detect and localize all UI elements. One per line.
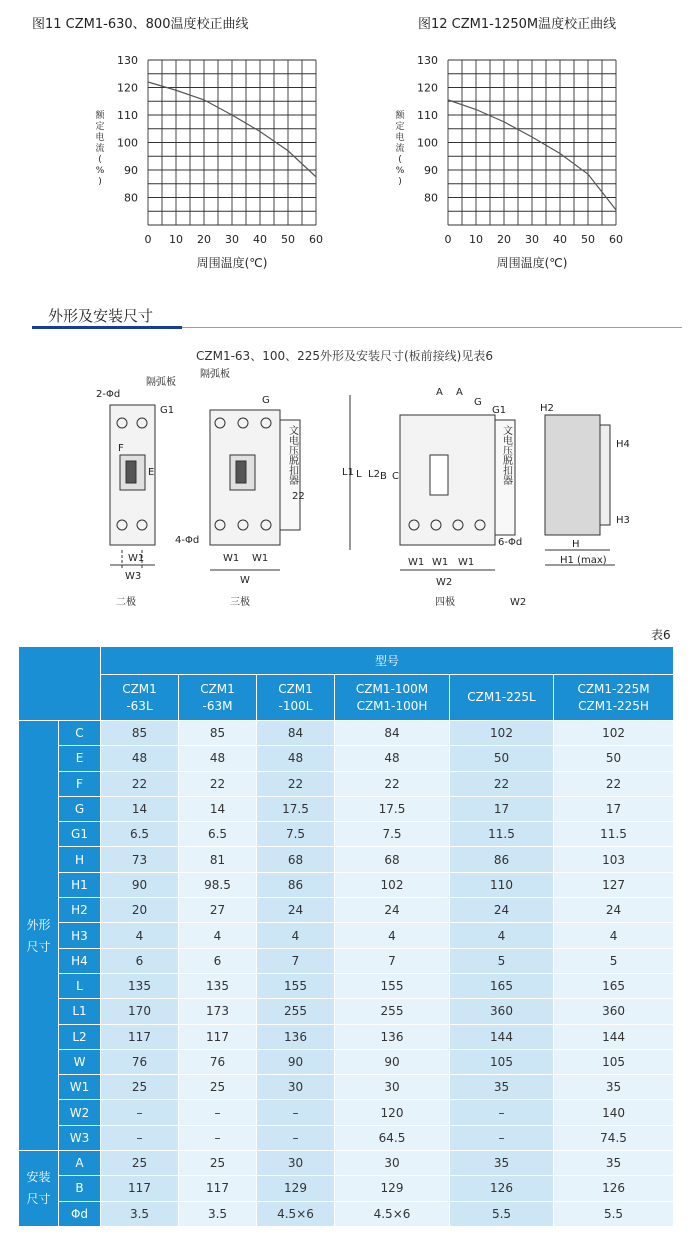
- dim-label: H2: [540, 403, 554, 414]
- section-divider: [182, 327, 682, 328]
- view-label-4p: 四极: [435, 597, 455, 608]
- value-cell: 126: [450, 1176, 554, 1201]
- table-row: [19, 1176, 674, 1201]
- fig11-chart: [80, 48, 350, 278]
- y-tick-label: 90: [124, 164, 138, 177]
- value-cell: 30: [335, 1075, 450, 1100]
- table-row: [19, 1049, 674, 1074]
- x-tick-label: 10: [469, 233, 483, 246]
- y-tick-label: 110: [417, 109, 438, 122]
- row-label: H3: [59, 923, 101, 948]
- dim-label: W1: [458, 557, 475, 568]
- value-cell: 14: [179, 796, 257, 821]
- row-label: W3: [59, 1125, 101, 1150]
- value-cell: 129: [257, 1176, 335, 1201]
- value-cell: 6.5: [179, 822, 257, 847]
- group-label: [19, 721, 59, 1151]
- value-cell: 30: [257, 1075, 335, 1100]
- value-cell: 76: [179, 1049, 257, 1074]
- outline-drawing: [80, 365, 680, 615]
- value-cell: –: [101, 1125, 179, 1150]
- dim-label: A: [456, 387, 463, 398]
- value-cell: 90: [101, 872, 179, 897]
- dim-label: C: [392, 471, 399, 482]
- value-cell: 5.5: [450, 1201, 554, 1226]
- value-cell: 117: [179, 1024, 257, 1049]
- value-cell: 6: [101, 948, 179, 973]
- value-cell: 127: [554, 872, 674, 897]
- value-cell: 35: [450, 1075, 554, 1100]
- value-cell: 105: [554, 1049, 674, 1074]
- dim-label: E: [148, 467, 155, 478]
- table-row: [19, 898, 674, 923]
- value-cell: –: [257, 1100, 335, 1125]
- value-cell: 117: [179, 1176, 257, 1201]
- drawing-title: CZM1-63、100、225外形及安装尺寸(板前接线)见表6: [196, 349, 493, 363]
- table-row: [19, 1125, 674, 1150]
- row-label: H2: [59, 898, 101, 923]
- x-axis-label: 周围温度(℃): [496, 256, 568, 270]
- model-name-line: CZM1-100H: [356, 698, 428, 713]
- row-label: Φd: [59, 1201, 101, 1226]
- spec-table: [18, 646, 674, 1227]
- value-cell: 102: [450, 721, 554, 746]
- table-row: [19, 1151, 674, 1176]
- value-cell: 85: [179, 721, 257, 746]
- value-cell: 48: [335, 746, 450, 771]
- model-name-line: -63M: [202, 698, 233, 713]
- value-cell: 35: [450, 1151, 554, 1176]
- model-name-line: CZM1-100M: [355, 681, 429, 696]
- section-title: 外形及安装尺寸: [48, 307, 154, 325]
- dim-label: 文电压脱扣器: [500, 425, 512, 485]
- dim-label: W3: [125, 571, 142, 582]
- model-name-line: -100L: [278, 698, 313, 713]
- value-cell: 117: [101, 1176, 179, 1201]
- row-label: H4: [59, 948, 101, 973]
- table-row: [19, 1075, 674, 1100]
- x-tick-label: 60: [609, 233, 623, 246]
- row-label: G1: [59, 822, 101, 847]
- value-cell: 103: [554, 847, 674, 872]
- dim-label: H4: [616, 439, 630, 450]
- x-tick-label: 0: [144, 233, 152, 246]
- value-cell: 22: [101, 771, 179, 796]
- dim-label: 4-Φd: [175, 535, 200, 546]
- value-cell: 22: [335, 771, 450, 796]
- row-label: F: [59, 771, 101, 796]
- value-cell: 48: [179, 746, 257, 771]
- row-label: W1: [59, 1075, 101, 1100]
- table-row: [19, 948, 674, 973]
- value-cell: 110: [450, 872, 554, 897]
- dim-label: 6-Φd: [498, 537, 523, 548]
- value-cell: 4.5×6: [335, 1201, 450, 1226]
- model-header: 型号: [101, 647, 674, 675]
- y-tick-label: 90: [424, 164, 438, 177]
- y-tick-label: 100: [417, 136, 438, 150]
- value-cell: 102: [335, 872, 450, 897]
- dim-label: W2: [510, 597, 527, 608]
- dim-label: W1: [408, 557, 425, 568]
- value-cell: 117: [101, 1024, 179, 1049]
- value-cell: 48: [101, 746, 179, 771]
- value-cell: 3.5: [101, 1201, 179, 1226]
- x-axis-label: 周围温度(℃): [196, 256, 268, 270]
- value-cell: 35: [554, 1075, 674, 1100]
- x-tick-label: 0: [444, 233, 452, 246]
- x-tick-label: 20: [497, 233, 511, 246]
- y-tick-label: 80: [124, 191, 138, 205]
- group-label-line: 尺寸: [26, 939, 51, 954]
- value-cell: 86: [450, 847, 554, 872]
- value-cell: 155: [257, 973, 335, 998]
- dim-label: W1: [432, 557, 449, 568]
- dim-label: 2-Φd: [96, 389, 121, 400]
- dim-label: W: [240, 575, 250, 586]
- row-label: B: [59, 1176, 101, 1201]
- x-tick-label: 30: [525, 233, 539, 246]
- row-label: H1: [59, 872, 101, 897]
- value-cell: 35: [554, 1151, 674, 1176]
- value-cell: 27: [179, 898, 257, 923]
- value-cell: 360: [554, 999, 674, 1024]
- x-tick-label: 10: [169, 233, 183, 246]
- row-label: E: [59, 746, 101, 771]
- value-cell: 25: [101, 1075, 179, 1100]
- value-cell: 6: [179, 948, 257, 973]
- value-cell: –: [450, 1100, 554, 1125]
- value-cell: 90: [257, 1049, 335, 1074]
- table-row: [19, 796, 674, 821]
- value-cell: 68: [257, 847, 335, 872]
- table-row: [19, 1100, 674, 1125]
- value-cell: 24: [450, 898, 554, 923]
- value-cell: 17: [450, 796, 554, 821]
- value-cell: 5: [554, 948, 674, 973]
- value-cell: 170: [101, 999, 179, 1024]
- x-tick-label: 40: [253, 233, 267, 246]
- dim-label: H: [572, 539, 580, 550]
- value-cell: 155: [335, 973, 450, 998]
- row-label: H: [59, 847, 101, 872]
- y-tick-label: 130: [417, 54, 438, 67]
- value-cell: 98.5: [179, 872, 257, 897]
- dim-label: 隔弧板: [146, 377, 176, 388]
- table-row: [19, 721, 674, 746]
- row-label: L: [59, 973, 101, 998]
- y-tick-label: 120: [417, 81, 438, 95]
- y-tick-label: 130: [117, 54, 138, 67]
- x-tick-label: 50: [581, 233, 595, 246]
- value-cell: 136: [335, 1024, 450, 1049]
- value-cell: 22: [450, 771, 554, 796]
- row-label: W2: [59, 1100, 101, 1125]
- value-cell: 4: [257, 923, 335, 948]
- model-name-line: CZM1: [122, 681, 157, 696]
- value-cell: 24: [554, 898, 674, 923]
- value-cell: 360: [450, 999, 554, 1024]
- table-row: [19, 1024, 674, 1049]
- group-label-line: 外形: [26, 917, 51, 932]
- corner-cell: [19, 647, 101, 721]
- value-cell: 20: [101, 898, 179, 923]
- value-cell: 25: [101, 1151, 179, 1176]
- x-tick-label: 60: [309, 233, 323, 246]
- value-cell: 126: [554, 1176, 674, 1201]
- view-label-2p: 二极: [116, 597, 136, 608]
- y-axis-label: 额定电流( % ): [395, 111, 405, 187]
- value-cell: 255: [335, 999, 450, 1024]
- x-tick-label: 40: [553, 233, 567, 246]
- value-cell: 7: [335, 948, 450, 973]
- dim-label: W1: [252, 553, 269, 564]
- value-cell: 7: [257, 948, 335, 973]
- value-cell: 7.5: [335, 822, 450, 847]
- value-cell: 102: [554, 721, 674, 746]
- model-column-header: [257, 675, 335, 721]
- value-cell: –: [179, 1100, 257, 1125]
- value-cell: 81: [179, 847, 257, 872]
- group-label: [19, 1151, 59, 1227]
- model-name-line: -63L: [126, 698, 153, 713]
- value-cell: 135: [101, 973, 179, 998]
- value-cell: 165: [554, 973, 674, 998]
- value-cell: 4: [179, 923, 257, 948]
- value-cell: 11.5: [554, 822, 674, 847]
- value-cell: 85: [101, 721, 179, 746]
- row-label: C: [59, 721, 101, 746]
- value-cell: –: [450, 1125, 554, 1150]
- table-row: [19, 1201, 674, 1226]
- x-tick-label: 30: [225, 233, 239, 246]
- row-label: L1: [59, 999, 101, 1024]
- dim-label: W2: [436, 577, 453, 588]
- value-cell: 255: [257, 999, 335, 1024]
- value-cell: 84: [257, 721, 335, 746]
- table-row: [19, 973, 674, 998]
- fig12-chart: [380, 48, 650, 278]
- fig11-title: 图11 CZM1-630、800温度校正曲线: [32, 17, 249, 32]
- dim-label: H3: [616, 515, 630, 526]
- dim-label: G1: [492, 405, 507, 416]
- dim-label: G: [262, 395, 270, 406]
- value-cell: 86: [257, 872, 335, 897]
- table-row: [19, 872, 674, 897]
- two-pole-view: [110, 405, 155, 570]
- dim-label: G1: [160, 405, 175, 416]
- dim-label: 文电压脱扣器: [286, 425, 298, 485]
- model-name-line: CZM1-225M: [577, 681, 650, 696]
- dim-label: A: [436, 387, 443, 398]
- group-label-line: 安装: [26, 1170, 51, 1185]
- model-name-line: CZM1-225L: [467, 690, 536, 704]
- value-cell: 14: [101, 796, 179, 821]
- model-name-line: CZM1: [200, 681, 235, 696]
- value-cell: 4: [101, 923, 179, 948]
- model-column-header: [554, 675, 674, 721]
- value-cell: 17.5: [335, 796, 450, 821]
- x-tick-label: 20: [197, 233, 211, 246]
- value-cell: 24: [257, 898, 335, 923]
- table-row: [19, 847, 674, 872]
- value-cell: 173: [179, 999, 257, 1024]
- model-name-line: CZM1: [278, 681, 313, 696]
- dim-label: W1: [223, 553, 240, 564]
- model-column-header: [450, 675, 554, 721]
- dim-label: B: [380, 471, 387, 482]
- y-axis-label: 额定电流( % ): [95, 111, 105, 187]
- value-cell: 11.5: [450, 822, 554, 847]
- value-cell: 129: [335, 1176, 450, 1201]
- dim-label: G: [474, 397, 482, 408]
- table-row: [19, 771, 674, 796]
- value-cell: 3.5: [179, 1201, 257, 1226]
- table-row: [19, 746, 674, 771]
- value-cell: 4: [450, 923, 554, 948]
- value-cell: 6.5: [101, 822, 179, 847]
- dim-label: H1 (max): [560, 555, 607, 566]
- table-row: [19, 923, 674, 948]
- value-cell: 22: [554, 771, 674, 796]
- value-cell: 5.5: [554, 1201, 674, 1226]
- model-column-header: [101, 675, 179, 721]
- value-cell: 144: [554, 1024, 674, 1049]
- value-cell: 24: [335, 898, 450, 923]
- value-cell: 50: [450, 746, 554, 771]
- y-tick-label: 120: [117, 81, 138, 95]
- view-label-3p: 三极: [230, 597, 250, 608]
- dim-label: 22: [292, 491, 305, 502]
- model-column-header: [335, 675, 450, 721]
- value-cell: 17: [554, 796, 674, 821]
- dim-label: F: [118, 443, 124, 454]
- value-cell: 84: [335, 721, 450, 746]
- dim-label: 隔弧板: [200, 369, 230, 380]
- model-column-header: [179, 675, 257, 721]
- row-label: A: [59, 1151, 101, 1176]
- value-cell: 4: [554, 923, 674, 948]
- value-cell: 144: [450, 1024, 554, 1049]
- dim-label: W1: [128, 553, 145, 564]
- table-row: [19, 999, 674, 1024]
- value-cell: 76: [101, 1049, 179, 1074]
- value-cell: 90: [335, 1049, 450, 1074]
- four-pole-view: [350, 395, 515, 570]
- value-cell: –: [101, 1100, 179, 1125]
- value-cell: 17.5: [257, 796, 335, 821]
- dim-label: L: [356, 469, 362, 480]
- value-cell: 74.5: [554, 1125, 674, 1150]
- value-cell: 48: [257, 746, 335, 771]
- value-cell: 136: [257, 1024, 335, 1049]
- end-view: [545, 415, 615, 565]
- fig12-title: 图12 CZM1-1250M温度校正曲线: [418, 17, 617, 32]
- value-cell: 7.5: [257, 822, 335, 847]
- value-cell: –: [179, 1125, 257, 1150]
- value-cell: 73: [101, 847, 179, 872]
- value-cell: 4.5×6: [257, 1201, 335, 1226]
- section-accent-line: [32, 326, 182, 329]
- value-cell: 22: [179, 771, 257, 796]
- value-cell: 22: [257, 771, 335, 796]
- row-label: G: [59, 796, 101, 821]
- value-cell: 25: [179, 1151, 257, 1176]
- value-cell: 165: [450, 973, 554, 998]
- table-row: [19, 822, 674, 847]
- value-cell: 68: [335, 847, 450, 872]
- value-cell: 5: [450, 948, 554, 973]
- value-cell: 140: [554, 1100, 674, 1125]
- table-label: 表6: [651, 628, 671, 642]
- group-label-line: 尺寸: [26, 1192, 51, 1207]
- value-cell: 50: [554, 746, 674, 771]
- value-cell: 30: [335, 1151, 450, 1176]
- dim-label: L2: [368, 469, 380, 480]
- y-tick-label: 110: [117, 109, 138, 122]
- model-name-line: CZM1-225H: [578, 698, 649, 713]
- value-cell: 105: [450, 1049, 554, 1074]
- value-cell: –: [257, 1125, 335, 1150]
- value-cell: 25: [179, 1075, 257, 1100]
- x-tick-label: 50: [281, 233, 295, 246]
- y-tick-label: 80: [424, 191, 438, 205]
- value-cell: 30: [257, 1151, 335, 1176]
- row-label: L2: [59, 1024, 101, 1049]
- value-cell: 4: [335, 923, 450, 948]
- value-cell: 64.5: [335, 1125, 450, 1150]
- value-cell: 120: [335, 1100, 450, 1125]
- dim-label: L1: [342, 467, 354, 478]
- value-cell: 135: [179, 973, 257, 998]
- row-label: W: [59, 1049, 101, 1074]
- y-tick-label: 100: [117, 136, 138, 150]
